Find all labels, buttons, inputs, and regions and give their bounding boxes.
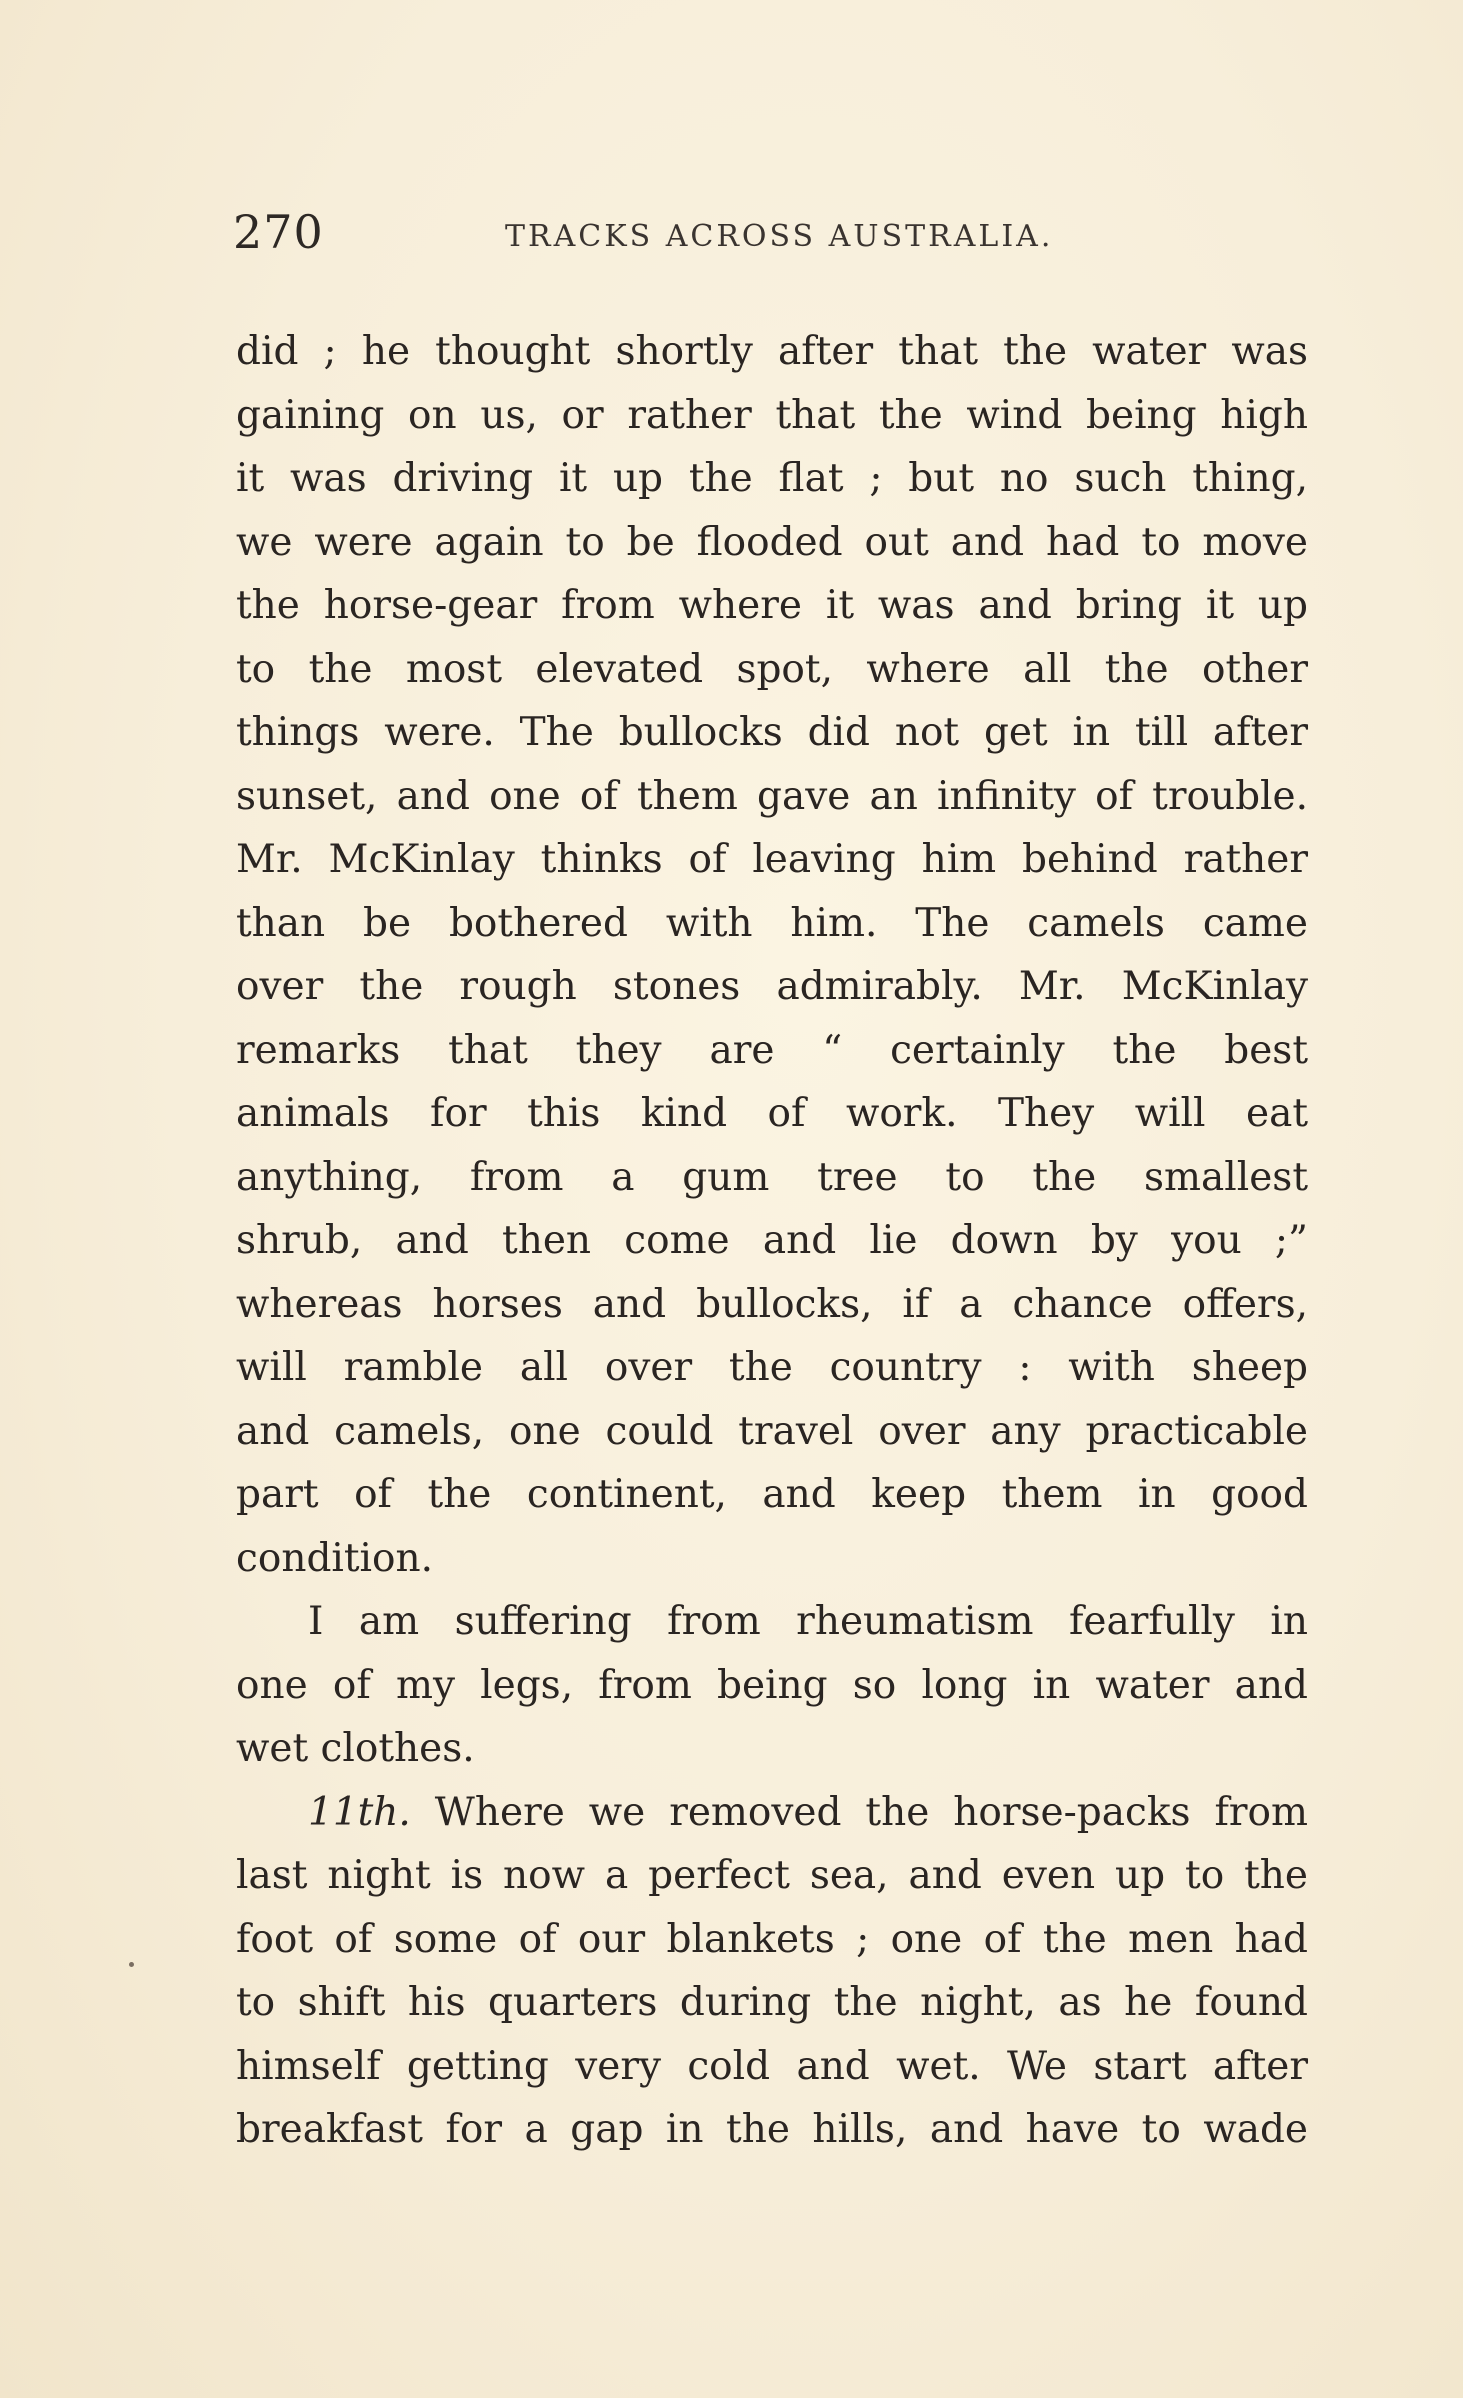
text-line: sunset, and one of them gave an infinity of trouble. [236, 773, 1308, 819]
text-line: I am suffering from rheumatism fearfully in [308, 1599, 1308, 1644]
text-line: did ; he thought shortly after that the water was [236, 329, 1308, 374]
text-line: and camels, one could travel over any practicable [236, 1408, 1308, 1454]
running-head [233, 205, 1303, 265]
text-line: part of the continent, and keep them in good [236, 1472, 1308, 1517]
paper-speck [129, 1962, 134, 1967]
date-label: 11th. [308, 1789, 411, 1835]
text-line: condition. [236, 1535, 434, 1581]
text-line: we were again to be flooded out and had to move [236, 519, 1308, 565]
text-line: than be bothered with him. The camels came [236, 900, 1308, 946]
text-line-dated [236, 1781, 1308, 1845]
text-line: breakfast for a gap in the hills, and have to wade [236, 2107, 1308, 2152]
text-line: to the most elevated spot, where all the other [236, 646, 1308, 692]
text-line: shrub, and then come and lie down by you ;” [236, 1218, 1308, 1263]
text-line: to shift his quarters during the night, as he found [236, 1980, 1308, 2025]
text-line: anything, from a gum tree to the smallest [236, 1154, 1308, 1200]
text-line: animals for this kind of work. They will eat [236, 1091, 1308, 1136]
text-line: foot of some of our blankets ; one of the men had [236, 1916, 1308, 1962]
text-line: himself getting very cold and wet. We start after [236, 2043, 1308, 2089]
text-line: will ramble all over the country : with sheep [236, 1345, 1308, 1390]
text-line: one of my legs, from being so long in water and [236, 1662, 1308, 1708]
text-line: over the rough stones admirably. Mr. McKinlay [236, 964, 1308, 1009]
text-line: whereas horses and bullocks, if a chance offers, [236, 1281, 1308, 1327]
text-line: it was driving it up the flat ; but no such thing, [236, 456, 1308, 501]
text-line: things were. The bullocks did not get in till after [236, 710, 1308, 755]
body-text [236, 320, 1308, 2162]
text-line: wet clothes. [236, 1726, 475, 1771]
dated-line-text: Where we removed the horse-packs from [434, 1789, 1308, 1835]
text-line: gaining on us, or rather that the wind being high [236, 392, 1308, 438]
text-line: Mr. McKinlay thinks of leaving him behind rather [236, 837, 1308, 882]
page-number: 270 [233, 205, 324, 259]
text-line: the horse-gear from where it was and bring it up [236, 583, 1308, 628]
text-line: last night is now a perfect sea, and even up to the [236, 1853, 1308, 1898]
text-line: remarks that they are “ certainly the best [236, 1027, 1308, 1073]
running-title: TRACKS ACROSS AUSTRALIA. [505, 219, 1054, 254]
